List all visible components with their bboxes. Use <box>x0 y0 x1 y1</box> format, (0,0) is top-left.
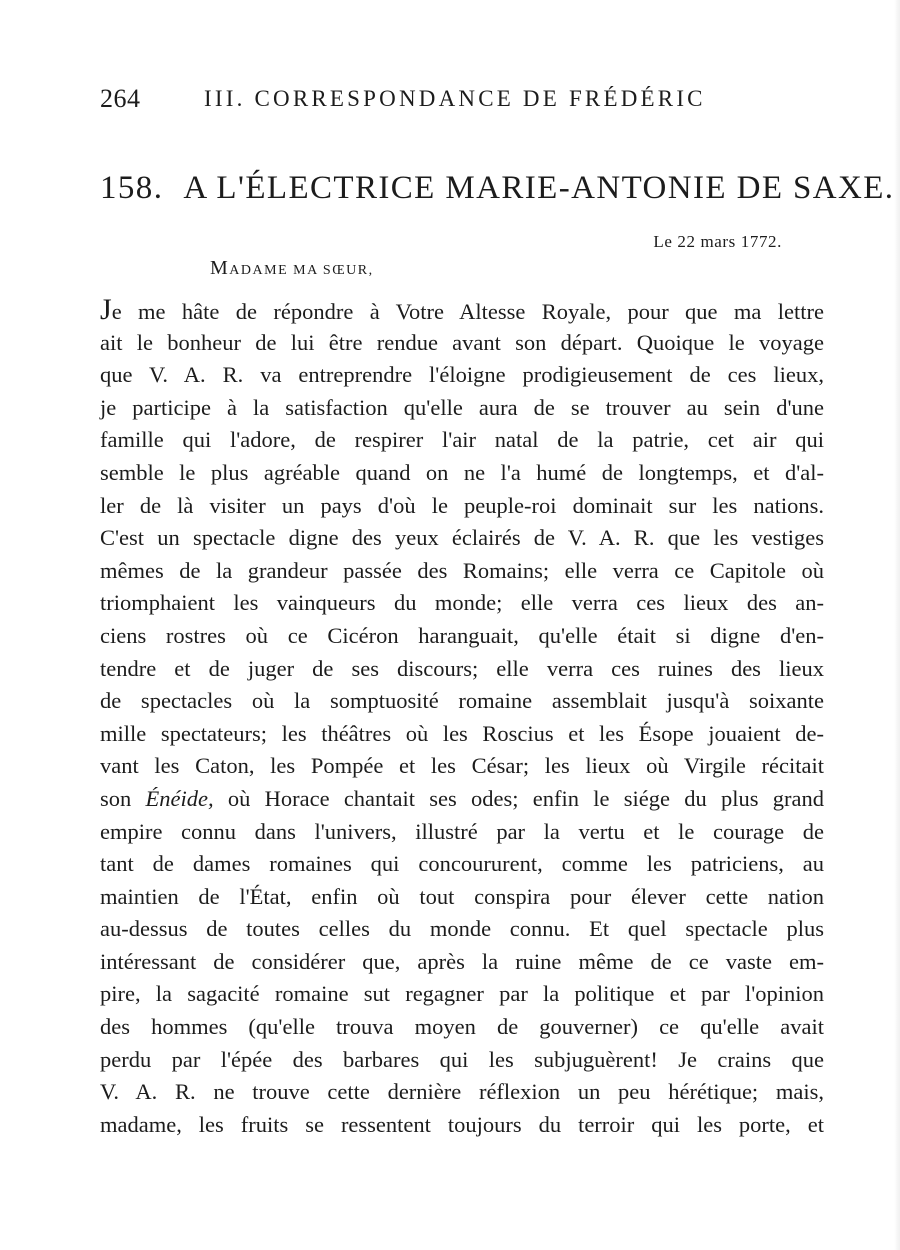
letter-heading <box>100 170 895 207</box>
body-line: C'est un spectacle digne des yeux éclairés de V. A. R. que les vestiges <box>100 525 824 551</box>
body-line: ait le bonheur de lui être rendue avant son départ. Quoique le voyage <box>100 329 824 355</box>
body-line: famille qui l'adore, de respirer l'air natal de la patrie, cet air qui <box>100 427 824 453</box>
italic-title-eneide: Énéide, <box>145 785 214 811</box>
body-line: tendre et de juger de ses discours; elle verra ces ruines des lieux <box>100 655 824 681</box>
body-line: perdu par l'épée des barbares qui les subjuguèrent! Je crains que <box>100 1046 824 1072</box>
body-line: des hommes (qu'elle trouva moyen de gouverner) ce qu'elle avait <box>100 1014 824 1040</box>
body-line: au-dessus de toutes celles du monde connu. Et quel spectacle plus <box>100 916 824 942</box>
body-line: mille spectateurs; les théâtres où les Roscius et les Ésope jouaient de- <box>100 720 824 746</box>
line-segment: où Horace chantait ses odes; enfin le siége du plus grand <box>213 785 824 811</box>
body-line: de spectacles où la somptuosité romaine assemblait jusqu'à soixante <box>100 688 824 714</box>
running-head <box>100 84 740 118</box>
body-line: pire, la sagacité romaine sut regagner par la politique et par l'opinion <box>100 981 824 1007</box>
body-line: que V. A. R. va entreprendre l'éloigne prodigieusement de ces lieux, <box>100 362 824 388</box>
body-line: semble le plus agréable quand on ne l'a humé de longtemps, et d'al- <box>100 459 824 485</box>
salutation <box>210 257 374 280</box>
salutation-initial: M <box>210 257 230 279</box>
body-line: empire connu dans l'univers, illustré par la vertu et le courage de <box>100 818 824 844</box>
body-line: mêmes de la grandeur passée des Romains; elle verra ce Capitole où <box>100 557 824 583</box>
page-number: 264 <box>100 84 141 113</box>
letter-date: Le 22 mars 1772. <box>653 232 782 251</box>
scan-edge-shadow <box>894 0 900 1250</box>
first-line-rest: e me hâte de répondre à Votre Altesse Royale, pour que ma lettre <box>111 299 824 324</box>
letter-number: 158. <box>100 170 164 206</box>
letter-body <box>100 294 824 1141</box>
body-line: tant de dames romaines qui concoururent, comme les patriciens, au <box>100 851 824 877</box>
running-title: III. CORRESPONDANCE DE FRÉDÉRIC <box>204 86 706 111</box>
body-line: je participe à la satisfaction qu'elle aura de se trouver au sein d'une <box>100 394 824 420</box>
body-line: intéressant de considérer que, après la ruine même de ce vaste em- <box>100 948 824 974</box>
body-line <box>100 294 824 327</box>
salutation-rest: ADAME MA SŒUR, <box>229 263 374 278</box>
body-line: madame, les fruits se ressentent toujours du terroir qui les porte, et <box>100 1111 824 1137</box>
line-segment: son <box>100 785 146 811</box>
initial-letter: J <box>100 293 112 326</box>
body-line: triomphaient les vainqueurs du monde; elle verra ces lieux des an- <box>100 590 824 616</box>
body-line: ciens rostres où ce Cicéron haranguait, qu'elle était si digne d'en- <box>100 622 824 648</box>
body-line-eneide <box>100 783 824 816</box>
body-line: V. A. R. ne trouve cette dernière réflexion un peu hérétique; mais, <box>100 1079 824 1105</box>
body-line: vant les Caton, les Pompée et les César; les lieux où Virgile récitait <box>100 753 824 779</box>
body-line: maintien de l'État, enfin où tout conspira pour élever cette nation <box>100 883 824 909</box>
letter-title: A L'ÉLECTRICE MARIE-ANTONIE DE SAXE. <box>183 170 895 206</box>
body-line: ler de là visiter un pays d'où le peuple-roi dominait sur les nations. <box>100 492 824 518</box>
